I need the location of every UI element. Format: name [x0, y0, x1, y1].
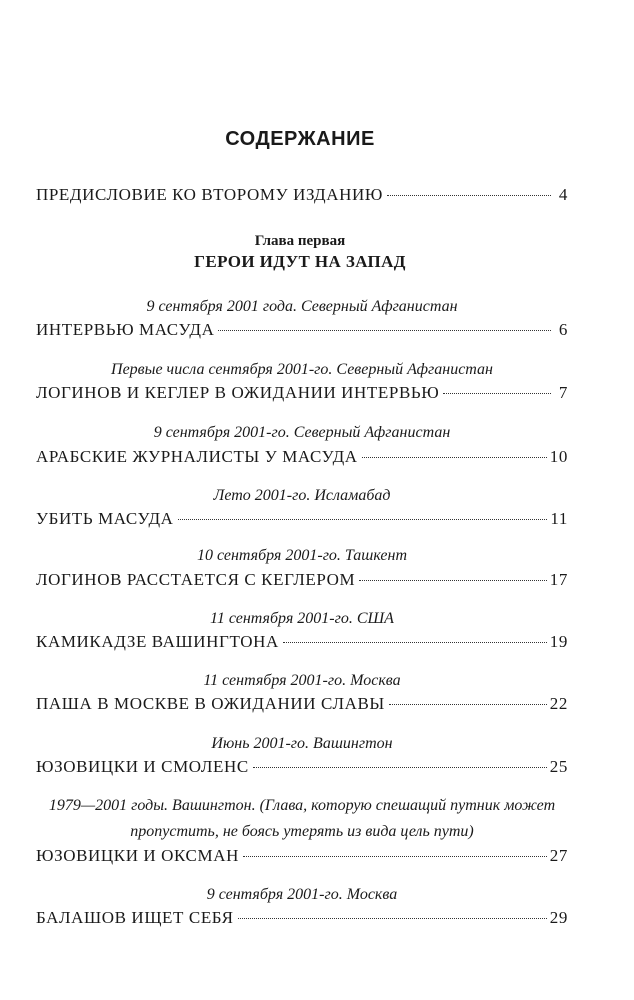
toc-entry-subtitle: 9 сентября 2001-го. Москва: [206, 886, 398, 903]
toc-entry-page: 4: [558, 185, 568, 204]
toc-entry-subtitle: Июнь 2001-го. Вашингтон: [211, 735, 393, 752]
toc-entry-subtitle-continued: пропустить, не боясь утерять из вида цель пути): [130, 823, 474, 840]
chapter-label: Глава первая: [254, 233, 346, 249]
toc-entry-page: 10: [549, 447, 568, 466]
toc-entry[interactable]: [36, 693, 568, 715]
toc-entry[interactable]: [36, 631, 568, 653]
toc-entry-title: ЮЗОВИЦКИ И ОКСМАН: [36, 846, 239, 865]
dot-leader: [283, 642, 547, 643]
toc-entry-page: 11: [550, 509, 568, 528]
toc-entry-title: УБИТЬ МАСУДА: [36, 509, 174, 528]
toc-entry-subtitle: Лето 2001-го. Исламабад: [213, 487, 391, 504]
toc-entry-page: 22: [549, 694, 568, 713]
toc-entry-subtitle: 11 сентября 2001-го. США: [210, 610, 394, 627]
dot-leader: [178, 519, 548, 520]
toc-entry[interactable]: [36, 907, 568, 929]
toc-entry-title: ПРЕДИСЛОВИЕ КО ВТОРОМУ ИЗДАНИЮ: [36, 185, 383, 204]
dot-leader: [238, 918, 547, 919]
toc-entry[interactable]: [36, 508, 568, 530]
toc-entry-title: БАЛАШОВ ИЩЕТ СЕБЯ: [36, 908, 234, 927]
toc-entry-title: ЛОГИНОВ И КЕГЛЕР В ОЖИДАНИИ ИНТЕРВЬЮ: [36, 383, 440, 402]
toc-entry-subtitle: 11 сентября 2001-го. Москва: [203, 672, 401, 689]
toc-entry-title: ЛОГИНОВ РАССТАЕТСЯ С КЕГЛЕРОМ: [36, 570, 356, 589]
dot-leader: [389, 704, 547, 705]
dot-leader: [387, 195, 551, 196]
toc-entry-subtitle: 9 сентября 2001-го. Северный Афганистан: [153, 424, 451, 441]
toc-entry-subtitle: 1979—2001 годы. Вашингтон. (Глава, которую спешащий путник может: [48, 797, 556, 814]
toc-entry-page: 25: [549, 757, 568, 776]
toc-entry-page: 6: [558, 320, 568, 339]
dot-leader: [359, 580, 547, 581]
toc-entry[interactable]: [36, 756, 568, 778]
toc-entry[interactable]: [36, 845, 568, 867]
toc-entry-page: 17: [549, 570, 568, 589]
toc-entry[interactable]: [36, 446, 568, 468]
toc-entry-title: ЮЗОВИЦКИ И СМОЛЕНС: [36, 757, 249, 776]
toc-entry-subtitle: Первые числа сентября 2001-го. Северный Афганистан: [111, 361, 493, 378]
dot-leader: [253, 767, 547, 768]
dot-leader: [362, 457, 547, 458]
toc-entry-page: 27: [549, 846, 568, 865]
toc-entry[interactable]: [36, 319, 568, 341]
toc-entry-title: КАМИКАДЗЕ ВАШИНГТОНА: [36, 632, 279, 651]
toc-entry-subtitle: 9 сентября 2001 года. Северный Афганистан: [146, 298, 458, 315]
toc-entry-page: 29: [549, 908, 568, 927]
dot-leader: [218, 330, 551, 331]
toc-entry-page: 19: [549, 632, 568, 651]
toc-entry[interactable]: [36, 382, 568, 404]
chapter-title: ГЕРОИ ИДУТ НА ЗАПАД: [194, 252, 406, 271]
toc-entry[interactable]: [36, 569, 568, 591]
toc-entry-title: ПАША В МОСКВЕ В ОЖИДАНИИ СЛАВЫ: [36, 694, 385, 713]
toc-entry-subtitle: 10 сентября 2001-го. Ташкент: [196, 547, 408, 564]
toc-entry-title: АРАБСКИЕ ЖУРНАЛИСТЫ У МАСУДА: [36, 447, 358, 466]
toc-entry-title: ИНТЕРВЬЮ МАСУДА: [36, 320, 215, 339]
dot-leader: [443, 393, 551, 394]
dot-leader: [243, 856, 547, 857]
toc-entry-preface[interactable]: [36, 184, 568, 206]
toc-entry-page: 7: [558, 383, 568, 402]
toc-title: СОДЕРЖАНИЕ: [225, 128, 375, 150]
